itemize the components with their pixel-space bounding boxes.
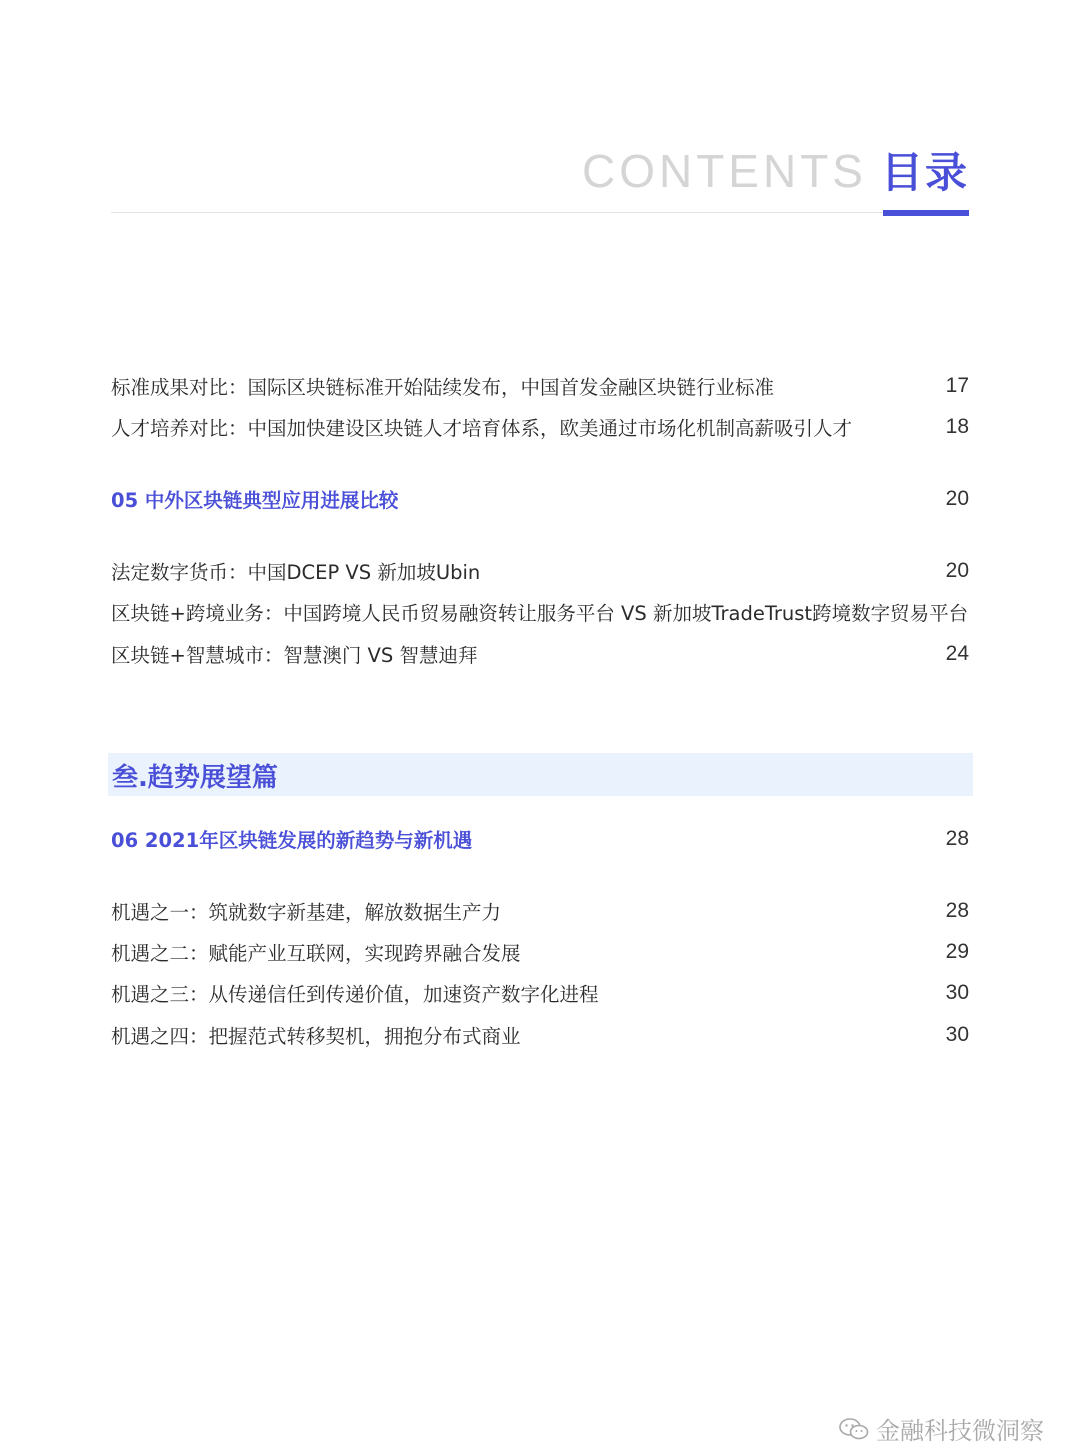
- toc-entry-text: 法定数字货币：中国DCEP VS 新加坡Ubin: [111, 561, 481, 584]
- toc-entry[interactable]: [111, 407, 969, 447]
- toc-chapter-06[interactable]: [111, 819, 969, 859]
- toc-entry-text: 机遇之一：筑就数字新基建，解放数据生产力: [111, 901, 502, 924]
- toc-entry-page: 30: [945, 981, 969, 1004]
- toc-entry-page: 29: [945, 940, 969, 963]
- toc-entry-text: 区块链+智慧城市：智慧澳门 VS 智慧迪拜: [111, 644, 478, 667]
- toc-entry-text: 人才培养对比：中国加快建设区块链人才培育体系，欧美通过市场化机制高薪吸引人才: [111, 417, 853, 440]
- toc-entry-text: 机遇之四：把握范式转移契机，拥抱分布式商业: [111, 1025, 521, 1048]
- toc-chapter-text: 06 2021年区块链发展的新趋势与新机遇: [111, 829, 473, 852]
- toc-entry[interactable]: [111, 1015, 969, 1055]
- page-title: [582, 140, 969, 200]
- toc-entry-page: 30: [945, 1023, 969, 1046]
- toc-entry-text: 机遇之二：赋能产业互联网，实现跨界融合发展: [111, 942, 521, 965]
- toc-entry[interactable]: [111, 551, 969, 591]
- toc-entry[interactable]: [111, 366, 969, 406]
- toc-entry-page: 28: [945, 899, 969, 922]
- toc-chapter-text: 05 中外区块链典型应用进展比较: [111, 489, 399, 512]
- toc-entry-page: 20: [945, 559, 969, 582]
- toc-entry[interactable]: [111, 891, 969, 931]
- toc-entry-text: 区块链+跨境业务：中国跨境人民币贸易融资转让服务平台 VS 新加坡TradeTrust跨境数字贸易平台: [111, 602, 969, 625]
- wechat-icon: [838, 1416, 870, 1442]
- toc-entry-text: 机遇之三：从传递信任到传递价值，加速资产数字化进程: [111, 983, 599, 1006]
- title-en: CONTENTS: [581, 145, 867, 197]
- toc-entry[interactable]: [111, 973, 969, 1013]
- toc-entry-page: 17: [945, 374, 969, 397]
- toc-part-heading[interactable]: [108, 753, 973, 796]
- header-divider: [111, 212, 969, 213]
- watermark: [838, 1411, 1044, 1446]
- toc-chapter-05[interactable]: [111, 479, 969, 519]
- toc-entry[interactable]: [111, 592, 969, 632]
- toc-chapter-page: 20: [945, 487, 969, 510]
- watermark-text: 金融科技微洞察: [876, 1417, 1044, 1445]
- toc-entry-page: 24: [945, 642, 969, 665]
- toc-entry[interactable]: [111, 634, 969, 674]
- title-zh: 目录: [880, 148, 969, 197]
- header-accent-bar: [883, 210, 969, 216]
- toc-entry-page: 18: [945, 415, 969, 438]
- part-heading-text: 叁.趋势展望篇: [112, 763, 278, 793]
- toc-entry-text: 标准成果对比：国际区块链标准开始陆续发布，中国首发金融区块链行业标准: [111, 376, 775, 399]
- toc-entry[interactable]: [111, 932, 969, 972]
- toc-chapter-page: 28: [945, 827, 969, 850]
